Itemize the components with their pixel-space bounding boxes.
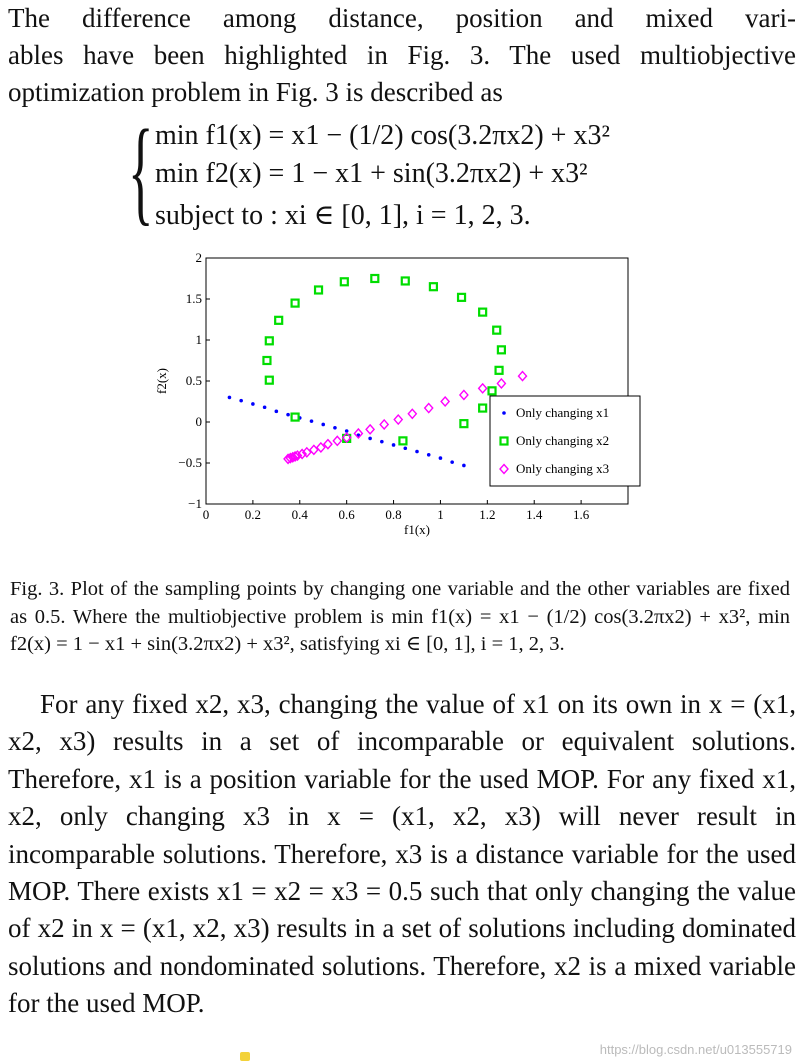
series-1-point xyxy=(368,437,372,441)
watermark: https://blog.csdn.net/u013555719 xyxy=(599,1042,792,1057)
x-axis-label: f1(x) xyxy=(404,522,430,537)
equation-2: min f2(x) = 1 − x1 + sin(3.2πx2) + x3² xyxy=(155,158,588,189)
series-1-point xyxy=(462,464,466,468)
series-1-point xyxy=(263,405,267,409)
body-paragraph: For any fixed x2, x3, changing the value of x1 on its own in x = (x1, x2, x3) results in a set of incomparable or equivalent solutions. Therefore, x1 is a position variable for the used MOP. For any fixed x1, x2, only changing x3 in x = (x1, x2, x3) will never result in incomparable solutions. Therefore, x3 is a distance variable for the used MOP. There exists x1 = x2 = x3 = 0.5 such that only changing the value of x2 in x = (x1, x2, x3) results in a set of solutions including dominated solutions and nondominated solutions. Therefore, x2 is a mixed variable for the used MOP. xyxy=(8,689,796,1019)
equation-1: min f1(x) = x1 − (1/2) cos(3.2πx2) + x3² xyxy=(155,120,610,151)
x-tick-label: 0.4 xyxy=(291,507,308,522)
series-2-point xyxy=(430,283,437,290)
x-tick-label: 0.8 xyxy=(385,507,402,522)
x-tick-label: 0.6 xyxy=(338,507,355,522)
series-1-point xyxy=(275,410,279,414)
series-1-point xyxy=(392,443,396,447)
series-3-point xyxy=(408,409,416,418)
intro-line-3: optimization problem in Fig. 3 is described as xyxy=(8,77,503,107)
series-1-point xyxy=(439,456,443,460)
series-2-point xyxy=(493,327,500,334)
intro-line-1: The difference among distance, position and mixed vari- xyxy=(8,3,796,33)
series-1-point xyxy=(333,426,337,430)
series-2-point xyxy=(263,357,270,364)
figure-3-chart xyxy=(150,248,650,548)
x-tick-label: 0 xyxy=(202,507,210,522)
y-tick-label: 1.5 xyxy=(185,291,202,306)
series-2-point xyxy=(341,278,348,285)
series-2-point xyxy=(292,414,299,421)
series-2-point xyxy=(315,286,322,293)
series-1-point xyxy=(286,413,290,417)
series-1-point xyxy=(380,440,384,444)
x-tick-label: 1.2 xyxy=(479,507,496,522)
series-1-point xyxy=(450,460,454,464)
series-1-point xyxy=(228,396,232,400)
y-tick-label: −0.5 xyxy=(178,455,202,470)
series-2-point xyxy=(292,300,299,307)
y-tick-label: 2 xyxy=(195,250,202,265)
series-3-point xyxy=(366,425,374,434)
x-tick-label: 1.6 xyxy=(572,507,590,522)
y-axis-label: f2(x) xyxy=(154,368,169,394)
series-2-point xyxy=(479,405,486,412)
series-2-point xyxy=(371,275,378,282)
series-2-point xyxy=(489,387,496,394)
series-2-point xyxy=(399,437,406,444)
series-3-point xyxy=(497,379,505,388)
intro-line-2: ables have been highlighted in Fig. 3. The used multiobjective xyxy=(8,40,796,70)
series-3-point xyxy=(380,420,388,429)
y-tick-label: 0.5 xyxy=(185,373,202,388)
series-1-point xyxy=(403,446,407,450)
series-2-point xyxy=(498,346,505,353)
series-3-point xyxy=(479,384,487,393)
series-1-point xyxy=(427,453,431,457)
series-3-point xyxy=(333,436,341,445)
legend-marker-1 xyxy=(502,411,506,415)
x-tick-label: 1 xyxy=(437,507,444,522)
series-2-point xyxy=(458,294,465,301)
y-tick-label: 0 xyxy=(195,414,202,429)
series-1-point xyxy=(310,419,314,423)
series-3-point xyxy=(441,397,449,406)
brace-symbol: { xyxy=(128,105,154,236)
series-1-point xyxy=(239,399,243,403)
series-3-point xyxy=(519,372,527,381)
series-3-point xyxy=(425,404,433,413)
x-tick-label: 1.4 xyxy=(526,507,543,522)
series-2-point xyxy=(275,317,282,324)
series-2-point xyxy=(479,309,486,316)
figure-caption: Fig. 3. Plot of the sampling points by changing one variable and the other variables are fixed as 0.5. Where the multiobjective problem is min f1(x) = x1 − (1/2) cos(3.2πx2) + x3², min f2(x) = 1 − x1 + sin(3.2πx2) + x3², satisfying xi ∈ [0, 1], i = 1, 2, 3. xyxy=(10,578,790,655)
series-2-point xyxy=(266,377,273,384)
series-1-point xyxy=(415,450,419,454)
x-tick-label: 0.2 xyxy=(244,507,262,522)
series-3-point xyxy=(460,390,468,399)
equation-3: subject to : xi ∈ [0, 1], i = 1, 2, 3. xyxy=(155,200,531,231)
series-2-point xyxy=(460,420,467,427)
series-3-point xyxy=(394,415,402,424)
series-1-point xyxy=(321,423,325,427)
series-1-point xyxy=(251,402,255,406)
note-icon xyxy=(240,1052,250,1061)
legend-label-1: Only changing x1 xyxy=(516,405,610,420)
legend-label-2: Only changing x2 xyxy=(516,433,610,448)
series-2-point xyxy=(266,337,273,344)
series-2-point xyxy=(402,277,409,284)
series-2-point xyxy=(496,367,503,374)
scatter-plot xyxy=(150,248,650,548)
y-tick-label: 1 xyxy=(195,332,202,347)
legend-label-3: Only changing x3 xyxy=(516,461,610,476)
y-tick-label: −1 xyxy=(188,496,202,511)
